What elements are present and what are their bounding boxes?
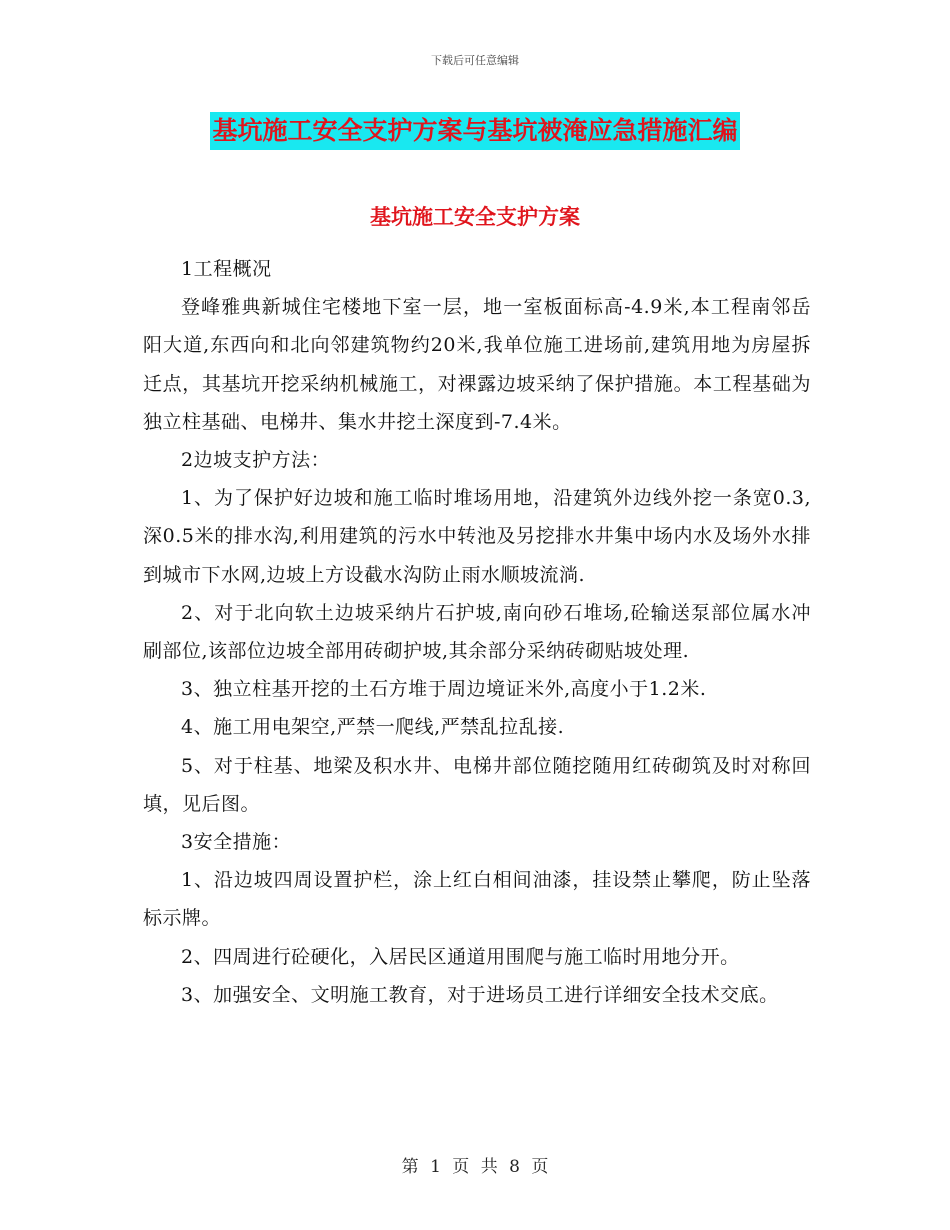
main-title-container <box>0 112 950 150</box>
heading-safety-measures: 3安全措施： <box>181 831 292 854</box>
paragraph-slope-item-5: 5、对于柱基、地梁及积水井、电梯井部位随挖随用红砖砌筑及时对称回填，见后图。 <box>143 754 811 815</box>
heading-slope-support: 2边坡支护方法： <box>181 449 331 472</box>
paragraph-project-overview: 登峰雅典新城住宅楼地下室一层，地一室板面标高-4.9米,本工程南邻岳阳大道,东西向和北向邻建筑物约20米,我单位施工进场前,建筑用地为房屋拆迁点，其基坑开挖采纳机械施工，对裸露边坡采纳了保护措施。本工程基础为独立柱基础、电梯井、集水井挖土深度到-7.4米。 <box>143 296 811 433</box>
page-header-note: 下载后可任意编辑 <box>431 54 519 67</box>
paragraph-safety-item-1: 1、沿边坡四周设置护栏，涂上红白相间油漆，挂设禁止攀爬，防止坠落标示牌。 <box>143 869 811 930</box>
paragraph-safety-item-2: 2、四周进行砼硬化，入居民区通道用围爬与施工临时用地分开。 <box>181 945 740 968</box>
paragraph-slope-item-1: 1、为了保护好边坡和施工临时堆场用地，沿建筑外边线外挖一条宽0.3,深0.5米的排水沟,利用建筑的污水中转池及另挖排水井集中场内水及场外水排到城市下水网,边坡上方设截水沟防止雨水顺坡流淌. <box>143 487 811 586</box>
paragraph-safety-item-3: 3、加强安全、文明施工教育，对于进场员工进行详细安全技术交底。 <box>181 983 779 1006</box>
paragraph-slope-item-4: 4、施工用电架空,严禁一爬线,严禁乱拉乱接. <box>181 716 565 739</box>
paragraph-slope-item-3: 3、独立柱基开挖的土石方堆于周边境证米外,高度小于1.2米. <box>181 678 707 701</box>
paragraph-slope-item-2: 2、对于北向软土边坡采纳片石护坡,南向砂石堆场,砼输送泵部位属水冲刷部位,该部位边坡全部用砖砌护坡,其余部分采纳砖砌贴坡处理. <box>143 601 811 663</box>
section-title: 基坑施工安全支护方案 <box>370 205 580 229</box>
main-title: 基坑施工安全支护方案与基坑被淹应急措施汇编 <box>210 112 739 150</box>
heading-project-overview: 1工程概况 <box>181 258 272 280</box>
page-number: 第 1 页 共 8 页 <box>401 1157 549 1177</box>
document-body <box>143 250 811 1014</box>
